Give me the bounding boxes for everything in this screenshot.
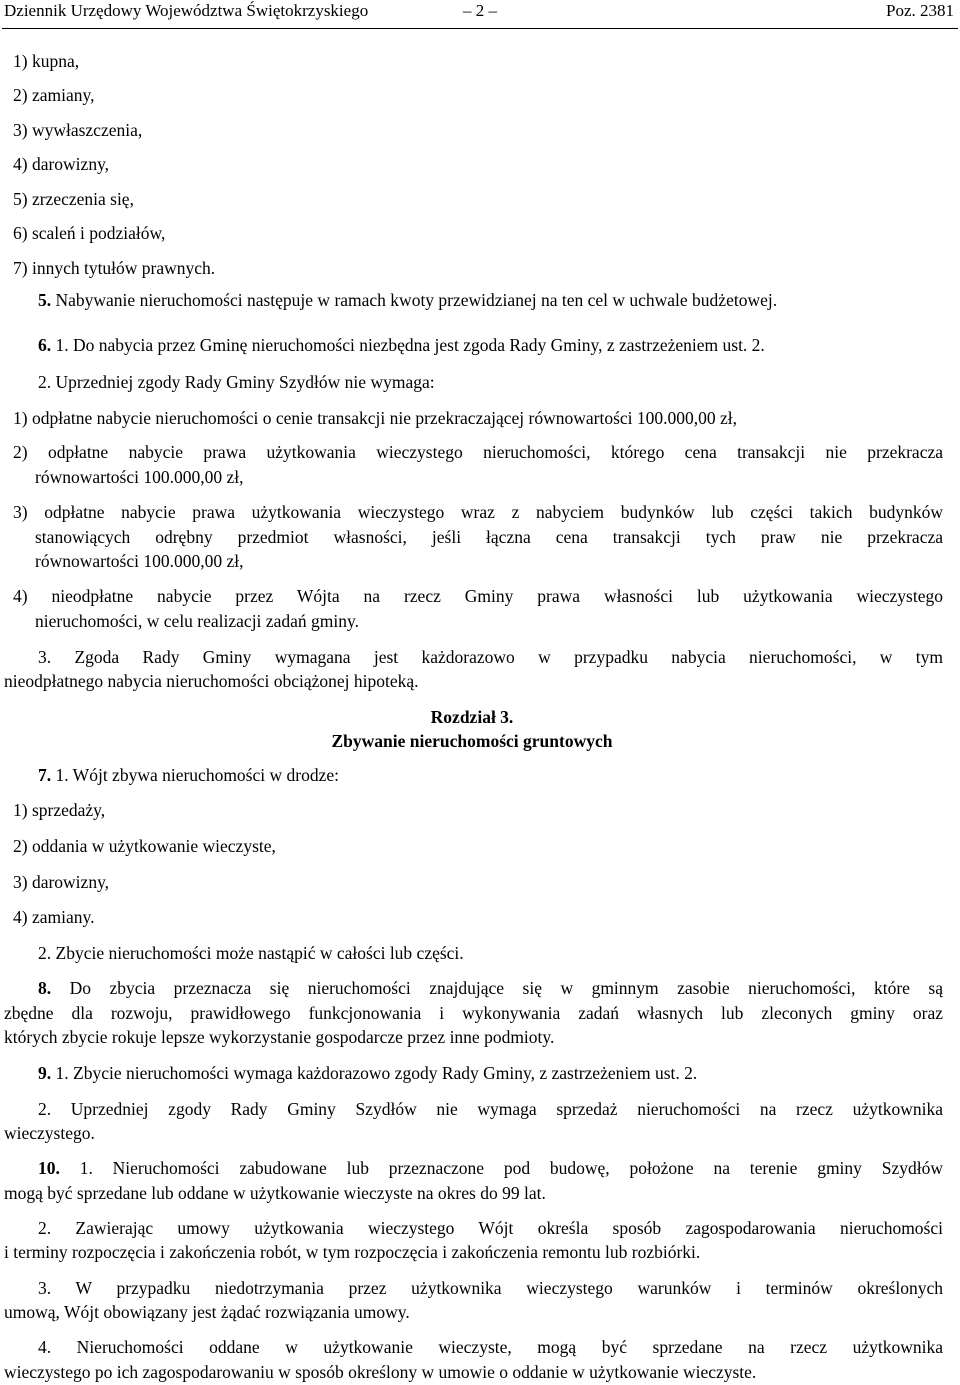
list-item-continuation: nieruchomości, w celu realizacji zadań gminy. (35, 611, 359, 631)
section-number: 5. (38, 290, 52, 310)
paragraph-continuation: wieczystego po ich zagospodarowaniu w sposób określony w umowie o oddanie w użytkowanie wieczyste. (4, 1362, 757, 1382)
page-number: – 2 – (463, 1, 497, 20)
paragraph-continuation: mogą być sprzedane lub oddane w użytkowanie wieczyste na okres do 99 lat. (4, 1183, 546, 1203)
list-item: 2) zamiany, (13, 85, 95, 105)
paragraph-9-2: 2. Uprzedniej zgody Rady Gminy Szydłów nie wymaga sprzedaż nieruchomości na rzecz użytkownika (38, 1099, 943, 1119)
paragraph-text: 1. Wójt zbywa nieruchomości w drodze: (51, 765, 339, 785)
paragraph-6-2: 2. Uprzedniej zgody Rady Gminy Szydłów nie wymaga: (38, 372, 435, 392)
paragraph-6-3: 3. Zgoda Rady Gminy wymagana jest każdorazowo w przypadku nabycia nieruchomości, w tym (38, 647, 943, 667)
section-number: 7. (38, 765, 52, 785)
list-item: 1) sprzedaży, (13, 800, 106, 820)
list-item: 2) oddania w użytkowanie wieczyste, (13, 836, 276, 856)
list-item: 7) innych tytułów prawnych. (13, 258, 216, 278)
paragraph-10-2: 2. Zawierając umowy użytkowania wieczystego Wójt określa sposób zagospodarowania nieruchomości (38, 1218, 943, 1238)
chapter-title: Zbywanie nieruchomości gruntowych (331, 731, 613, 751)
list-item: 4) nieodpłatne nabycie przez Wójta na rzecz Gminy prawa własności lub użytkowania wieczystego (13, 586, 943, 606)
chapter-number: Rozdział 3. (430, 707, 514, 727)
section-number: 9. (38, 1063, 52, 1083)
list-item: 2) odpłatne nabycie prawa użytkowania wieczystego nieruchomości, którego cena transakcji nie przekracza (13, 442, 943, 462)
paragraph-text: 1. Zbycie nieruchomości wymaga każdorazowo zgody Rady Gminy, z zastrzeżeniem ust. 2. (51, 1063, 698, 1083)
paragraph-7-1 (38, 763, 339, 787)
list-item: 1) odpłatne nabycie nieruchomości o cenie transakcji nie przekraczającej równowartości 100.000,00 zł, (13, 408, 738, 428)
paragraph-text: 1. Do nabycia przez Gminę nieruchomości niezbędna jest zgoda Rady Gminy, z zastrzeżeniem ust. 2. (51, 335, 765, 355)
paragraph-continuation: nieodpłatnego nabycia nieruchomości obciążonej hipoteką. (4, 671, 419, 691)
paragraph-continuation: umową, Wójt obowiązany jest żądać rozwiązania umowy. (4, 1302, 410, 1322)
paragraph-continuation: zbędne dla rozwoju, prawidłowego funkcjonowania i wykonywania zadań własnych lub zleconych gminy oraz (4, 1003, 943, 1023)
section-number: 10. (38, 1158, 60, 1178)
journal-title: Dziennik Urzędowy Województwa Świętokrzyskiego (4, 1, 369, 20)
list-item-continuation: stanowiących odrębny przedmiot własności, jeśli łączna cena transakcji tych praw nie przekracza (35, 527, 943, 547)
paragraph-10-3: 3. W przypadku niedotrzymania przez użytkownika wieczystego warunków i terminów określonych (38, 1278, 943, 1298)
list-item: 4) zamiany. (13, 907, 95, 927)
paragraph-text: Nabywanie nieruchomości następuje w ramach kwoty przewidzianej na ten cel w uchwale budżetowej. (51, 290, 778, 310)
paragraph-9-1 (38, 1061, 697, 1085)
list-item-continuation: równowartości 100.000,00 zł, (35, 551, 244, 571)
paragraph-text: Do zbycia przeznacza się nieruchomości znajdujące się w gminnym zasobie nieruchomości, które są (51, 978, 943, 998)
paragraph-10-4: 4. Nieruchomości oddane w użytkowanie wieczyste, mogą być sprzedane na rzecz użytkownika (38, 1337, 943, 1357)
header-rule (2, 28, 958, 29)
paragraph-continuation: których zbycie rokuje lepsze wykorzystanie gospodarcze przez inne podmioty. (4, 1027, 555, 1047)
paragraph-7-2: 2. Zbycie nieruchomości może nastąpić w całości lub części. (38, 943, 464, 963)
section-number: 8. (38, 978, 52, 998)
list-item: 3) wywłaszczenia, (13, 120, 143, 140)
list-item: 3) odpłatne nabycie prawa użytkowania wieczystego wraz z nabyciem budynków lub części takich budynków (13, 502, 943, 522)
paragraph-6-1 (38, 333, 765, 357)
paragraph-10-1 (38, 1156, 943, 1180)
list-item: 4) darowizny, (13, 154, 110, 174)
paragraph-text: 1. Nieruchomości zabudowane lub przeznaczone pod budowę, położone na terenie gminy Szydłów (59, 1158, 943, 1178)
list-item: 6) scaleń i podziałów, (13, 223, 166, 243)
paragraph-5 (38, 288, 777, 312)
list-item: 5) zrzeczenia się, (13, 189, 134, 209)
paragraph-continuation: i terminy rozpoczęcia i zakończenia robót, w tym rozpoczęcia i zakończenia remontu lub rozbiórki. (4, 1242, 701, 1262)
position-number: Poz. 2381 (886, 1, 954, 20)
list-item-continuation: równowartości 100.000,00 zł, (35, 467, 244, 487)
paragraph-continuation: wieczystego. (4, 1123, 95, 1143)
list-item: 3) darowizny, (13, 872, 110, 892)
section-number: 6. (38, 335, 52, 355)
paragraph-8 (38, 976, 943, 1000)
list-item: 1) kupna, (13, 51, 80, 71)
